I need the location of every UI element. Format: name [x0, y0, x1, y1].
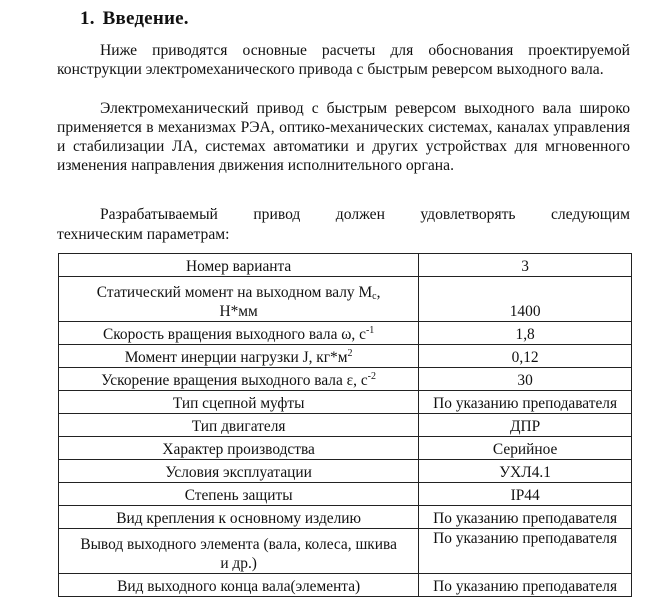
param-name: Степень защиты — [59, 483, 419, 506]
param-name-superscript: -2 — [367, 371, 376, 382]
param-name-superscript: -1 — [365, 325, 375, 336]
table-row — [59, 437, 632, 460]
table-row — [59, 368, 632, 391]
param-name-line2: и др.) — [220, 555, 257, 572]
table-row — [59, 345, 632, 368]
param-name — [59, 529, 419, 574]
param-name-line2: Н*мм — [219, 303, 258, 320]
table-row — [59, 574, 632, 597]
table-row — [59, 322, 632, 345]
param-value: По указанию преподавателя — [419, 574, 632, 597]
section-heading — [80, 8, 189, 30]
param-name-subscript: c — [372, 291, 377, 302]
param-name — [59, 322, 419, 345]
param-name-superscript: 2 — [347, 348, 353, 359]
param-name-main: Момент инерции нагрузки J, кг*м — [124, 349, 348, 366]
param-value: 30 — [419, 368, 632, 391]
table-row — [59, 529, 632, 574]
param-name: Номер варианта — [59, 254, 419, 277]
paragraph-intro: Ниже приводятся основные расчеты для обоснования проектируемой конструкции электромеханического привода с быстрым реверсом выходного вала. — [57, 42, 630, 78]
param-value: Серийное — [419, 437, 632, 460]
param-value: По указанию преподавателя — [419, 391, 632, 414]
param-name: Условия эксплуатации — [59, 460, 419, 483]
table-row — [59, 460, 632, 483]
param-name: Тип двигателя — [59, 414, 419, 437]
param-name-tail: , — [376, 284, 381, 301]
table-row — [59, 414, 632, 437]
param-value: 0,12 — [419, 345, 632, 368]
table-row — [59, 254, 632, 277]
param-name: Характер производства — [59, 437, 419, 460]
parameters-table — [58, 253, 632, 597]
param-name-main: Скорость вращения выходного вала ω, с — [102, 326, 366, 343]
paragraph-description: Электромеханический привод с быстрым реверсом выходного вала широко применяется в механизмах РЭА, оптико-механических системах, каналах управления и стабилизации ЛА, системах автоматики и других устройствах для мгновенного изменения направления движения исполнительного органа. — [57, 100, 630, 174]
section-title: Введение. — [102, 8, 189, 29]
param-name: Вид выходного конца вала(элемента) — [59, 574, 419, 597]
param-name-main: Статический момент на выходном валу M — [96, 284, 373, 301]
param-value: 1400 — [419, 277, 632, 322]
param-value: IP44 — [419, 483, 632, 506]
param-name — [59, 345, 419, 368]
param-value: ДПР — [419, 414, 632, 437]
table-row — [59, 277, 632, 322]
param-name — [59, 277, 419, 322]
param-value: 3 — [419, 254, 632, 277]
table-row — [59, 483, 632, 506]
param-name-line1: Вывод выходного элемента (вала, колеса, шкива — [80, 536, 397, 553]
param-name — [59, 368, 419, 391]
param-name: Тип сцепной муфты — [59, 391, 419, 414]
param-value: 1,8 — [419, 322, 632, 345]
param-value: По указанию преподавателя — [419, 529, 632, 574]
table-row — [59, 391, 632, 414]
param-value: УХЛ4.1 — [419, 460, 632, 483]
param-value: По указанию преподавателя — [419, 506, 632, 529]
param-name-main: Ускорение вращения выходного вала ε, с — [101, 372, 368, 389]
table-row — [59, 506, 632, 529]
requirements-line-2: техническим параметрам: — [57, 226, 230, 243]
paragraph-requirements — [57, 205, 630, 245]
section-number: 1. — [80, 8, 95, 29]
requirements-line-1: Разрабатываемый привод должен удовлетворять следующим — [100, 206, 630, 223]
param-name: Вид крепления к основному изделию — [59, 506, 419, 529]
